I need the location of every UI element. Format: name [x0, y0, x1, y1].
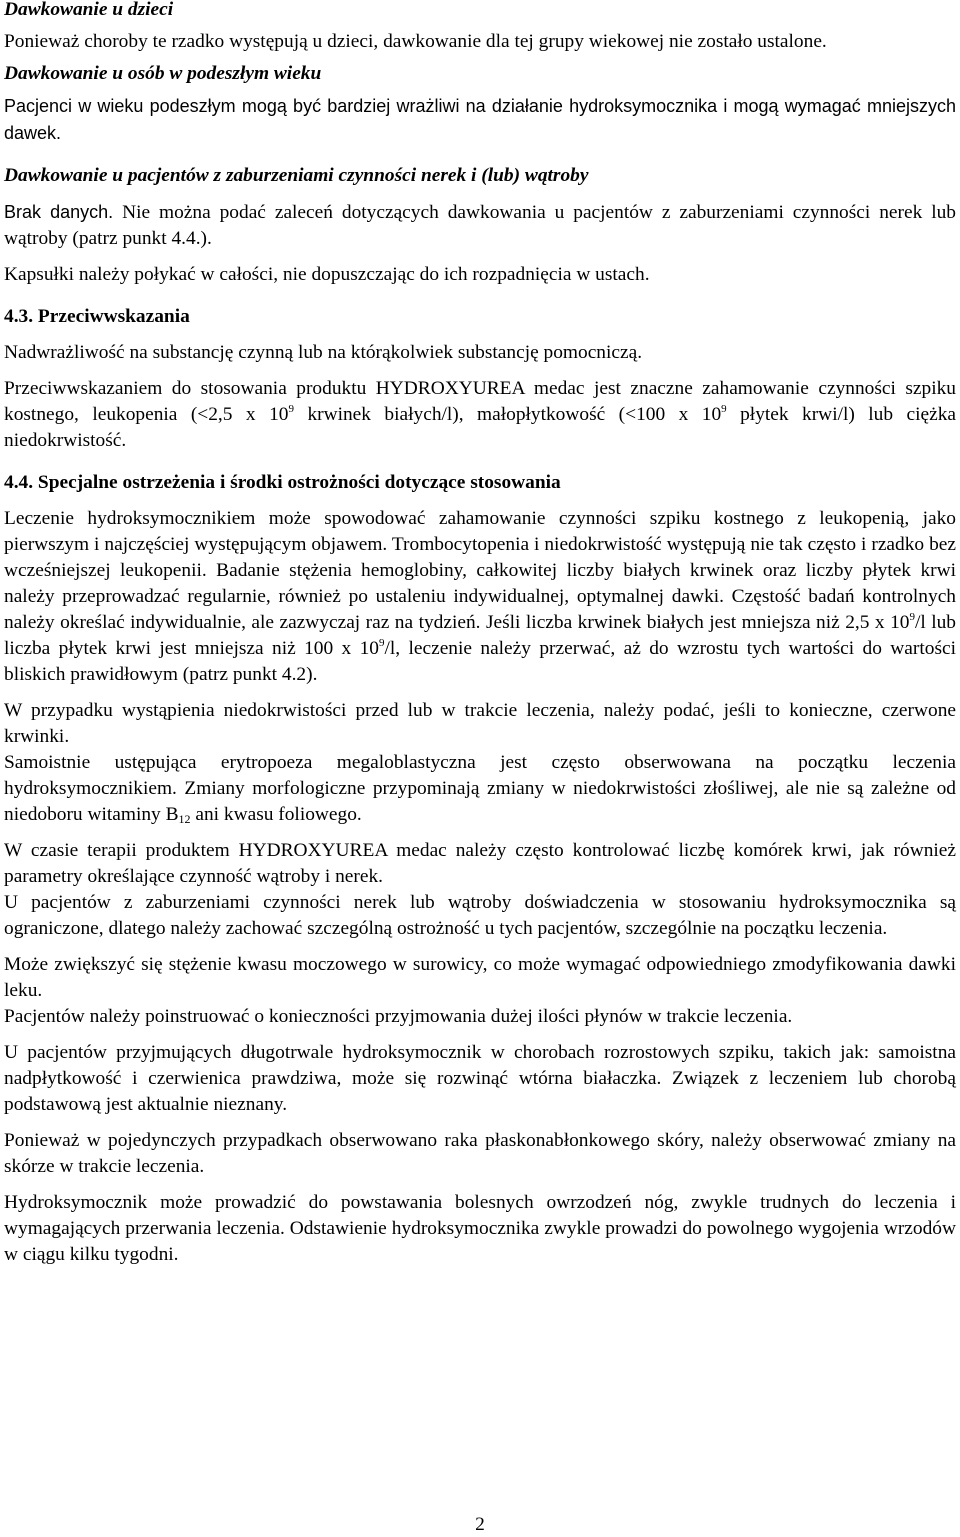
- paragraph-blood-monitoring: W czasie terapii produktem HYDROXYUREA medac należy często kontrolować liczbę komórek krwi, jak również parametry określające czynność wątroby i nerek.: [4, 840, 956, 887]
- paragraph-anemia: W przypadku wystąpienia niedokrwistości przed lub w trakcie leczenia, należy podać, jeśli to konieczne, czerwone krwinki.: [4, 700, 956, 747]
- heading-elderly-dosing: Dawkowanie u osób w podeszłym wieku: [4, 63, 322, 84]
- paragraph-hypersensitivity: Nadwrażliwość na substancję czynną lub na którąkolwiek substancję pomocniczą.: [4, 342, 643, 363]
- heading-renal-hepatic-dosing: Dawkowanie u pacjentów z zaburzeniami czynności nerek i (lub) wątroby: [4, 165, 589, 186]
- heading-4-4-warnings: 4.4. Specjalne ostrzeżenia i środki ostrożności dotyczące stosowania: [4, 472, 561, 493]
- heading-children-dosing: Dawkowanie u dzieci: [4, 0, 174, 20]
- paragraph-renal-hepatic-caution: U pacjentów z zaburzeniami czynności nerek lub wątroby doświadczenia w stosowaniu hydroksymocznika są ograniczone, dlatego należy zachować szczególną ostrożność u tych pacjentów, szczególnie na początku leczenia.: [4, 892, 956, 939]
- paragraph-fluid-intake: Pacjentów należy poinstruować o konieczności przyjmowania dużej ilości płynów w trakcie leczenia.: [4, 1006, 793, 1027]
- paragraph-skin-cancer: Ponieważ w pojedynczych przypadkach obserwowano raka płaskonabłonkowego skóry, należy obserwować zmiany na skórze w trakcie leczenia.: [4, 1130, 956, 1177]
- paragraph-leg-ulcers: Hydroksymocznik może prowadzić do powstawania bolesnych owrzodzeń nóg, zwykle trudnych do leczenia i wymagających przerwania leczenia. Odstawienie hydroksymocznika zwykle prowadzi do powolnego wygojenia wrzodów w ciągu kilku tygodni.: [4, 1192, 956, 1265]
- document-page: [4, 0, 956, 1268]
- paragraph-leukemia: U pacjentów przyjmujących długotrwale hydroksymocznik w chorobach rozrostowych szpiku, takich jak: samoistna nadpłytkowość i czerwienica prawdziwa, może się rozwinąć wtórna białaczka. Związek z leczeniem lub chorobą podstawową jest aktualnie nieznany.: [4, 1042, 956, 1115]
- paragraph-capsules: Kapsułki należy połykać w całości, nie dopuszczając do ich rozpadnięcia w ustach.: [4, 264, 650, 285]
- paragraph-contraindication: Przeciwwskazaniem do stosowania produktu HYDROXYUREA medac jest znaczne zahamowanie czynności szpiku kostnego, leukopenia (<2,5 x $10^9$ krwinek białych/l), małopłytkowość (<100 x $10^9$ płytek krwi/l) lub ciężka niedokrwistość.: [4, 378, 957, 451]
- paragraph-elderly-dosing: [4, 93, 956, 147]
- elderly-text: Pacjenci w wieku podeszłym mogą być bardziej wrażliwi na działanie hydroksymocznika i mogą wymagać mniejszych dawek.: [4, 96, 956, 143]
- paragraph-children-dosing: Ponieważ choroby te rzadko występują u dzieci, dawkowanie dla tej grupy wiekowej nie zostało ustalone.: [4, 31, 827, 52]
- paragraph-renal-hepatic: [4, 199, 956, 252]
- paragraph-uric-acid: Może zwiększyć się stężenie kwasu moczowego w surowicy, co może wymagać odpowiedniego zmodyfikowania dawki leku.: [4, 954, 956, 1001]
- paragraph-bone-marrow: Leczenie hydroksymocznikiem może spowodować zahamowanie czynności szpiku kostnego z leukopenią, jako pierwszym i najczęściej występującym objawem. Trombocytopenia i niedokrwistość występują nie tak często i rzadko bez wcześniejszej leukopenii. Badanie stężenia hemoglobiny, całkowitej liczby białych krwinek oraz liczby płytek krwi należy przeprowadzać regularnie, również po ustaleniu indywidualnej, optymalnej dawki. Częstość badań kontrolnych należy określać indywidualnie, ale zazwyczaj raz na tydzień. Jeśli liczba krwinek białych jest mniejsza niż 2,5 x $10^9/l$ lub liczba płytek krwi jest mniejsza niż 100 x $10^9/l$, leczenie należy przerwać, aż do wzrostu tych wartości do wartości bliskich prawidłowym (patrz punkt 4.2).: [4, 508, 956, 685]
- paragraph-erythropoiesis: Samoistnie ustępująca erytropoeza megaloblastyczna jest często obserwowana na początku leczenia hydroksymocznikiem. Zmiany morfologiczne przypominają zmiany w niedokrwistości złośliwej, ale nie są zależne od niedoboru witaminy $B_{12}$ ani kwasu foliowego.: [4, 752, 956, 826]
- no-data-text: Brak danych.: [4, 202, 114, 222]
- page-number: 2: [475, 1514, 485, 1535]
- heading-4-3-contraindications: 4.3. Przeciwwskazania: [4, 306, 190, 327]
- renal-recommendation-text: Nie można podać zaleceń dotyczących dawkowania u pacjentów z zaburzeniami czynności nerek lub wątroby (patrz punkt 4.4.).: [4, 202, 956, 249]
